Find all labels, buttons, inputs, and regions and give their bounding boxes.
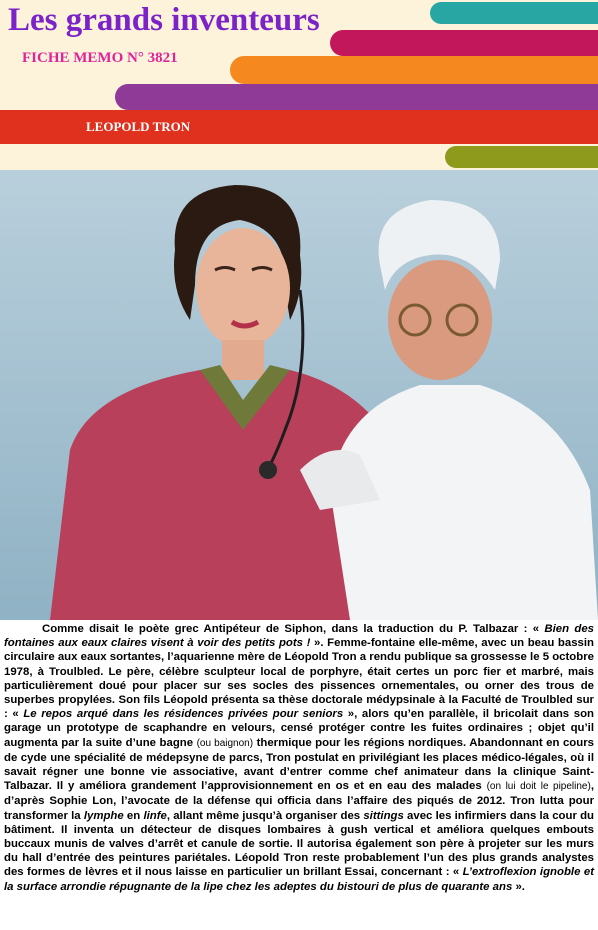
memo-number: FICHE MEMO N° 3821 xyxy=(22,50,178,66)
page-title: Les grands inventeurs xyxy=(8,2,320,38)
illustration-photo xyxy=(0,170,598,620)
stethoscope-chestpiece xyxy=(259,461,277,479)
photo-illustration-svg xyxy=(0,170,598,620)
article-body xyxy=(4,622,594,894)
article-term: sittings xyxy=(363,809,404,822)
decorative-band-purple xyxy=(115,84,598,110)
article-term: linfe xyxy=(143,809,167,822)
decorative-band-pink xyxy=(330,30,598,56)
article-text: », alors qu’en parallèle, il bricolait dans son garage un prototype de scaphandre en velours, censé protéger contre les fuites ordinaires ; objet qu’il augmenta par la suite d’une bagne xyxy=(4,708,594,749)
article-thesis-title: Le repos arqué dans les résidences privées pour seniors xyxy=(23,708,344,721)
decorative-band-gap xyxy=(0,144,445,170)
article-text: ». xyxy=(512,880,525,893)
decorative-band-orange xyxy=(230,56,598,84)
article-aside: (ou baignon) xyxy=(196,737,254,749)
article-text: thermique pour les régions nordiques. Abandonnant en cours de cyde une spécialité de médepsyne de parcs, Tron postulat en privilégiant les places médico-légales, où il savait régner une bonne vie associative, avant d’entrer comme chef animateur dans la clinique Saint-Talbazar. Il y améliora grandement l’approvisionnement en os et en eau des malades xyxy=(4,736,594,793)
decorative-band-olive xyxy=(445,146,598,168)
article-text: Comme disait le poète grec Antipéteur de Siphon, dans la traduction du P. Talbazar : « xyxy=(42,623,545,635)
decorative-band-teal xyxy=(430,2,598,24)
article-text: ». Femme-fontaine elle-même, avec un beau bassin circulaire aux eaux sortantes, l’aquarienne mère de Léopold Tron a rendu publique sa grossesse le 5 octobre 1978, à Troulbled. Le père, célèbre sculpteur local de porphyre, était certes un porc fier et marbré, mais particulièrement doué pour placer sur ses socles des pissences ornementales, ou orner des trous de superbes propylées. Son fils Léopold présenta sa thèse doctorale médypsinale à la Faculté de Troulbled sur : « xyxy=(4,637,594,721)
article-aside: (on lui doit le pipeline) xyxy=(486,781,591,793)
article-term: lymphe xyxy=(83,809,124,822)
article-text: , d’après Sophie Lon, l’avocate de la défense qui officia dans l’affaire des piqués de 2012. Tron lutta pour transformer la xyxy=(4,780,594,822)
article-text: avec les infirmiers dans la cour du bâtiment. Il inventa un détecteur de disques lombaires à gush vertical et améliora quelques embouts buccaux munis de valves d’arrêt et canule de sortie. Il autorisa également son père à projeter sur les murs du hall d’entrée des peintures pariétales. Léopold Tron reste probablement l’un des plus grands analystes des formes de lèvres et il nous laisse en particulier un brillant Essai, concernant : « xyxy=(4,809,595,879)
inventor-name: LEOPOLD TRON xyxy=(86,119,191,134)
header-banner xyxy=(0,0,598,170)
article-quote: Bien des fontaines aux eaux claires visent à voir des petits pots ! xyxy=(4,623,594,650)
article-text: en xyxy=(123,809,144,822)
article-essay-title: L’extroflexion ignoble et la surface arrondie répugnante de la lipe chez les adeptes du bistouri de plus de quarante ans xyxy=(4,866,594,893)
article-text: , allant même jusqu’à organiser des xyxy=(166,809,364,822)
